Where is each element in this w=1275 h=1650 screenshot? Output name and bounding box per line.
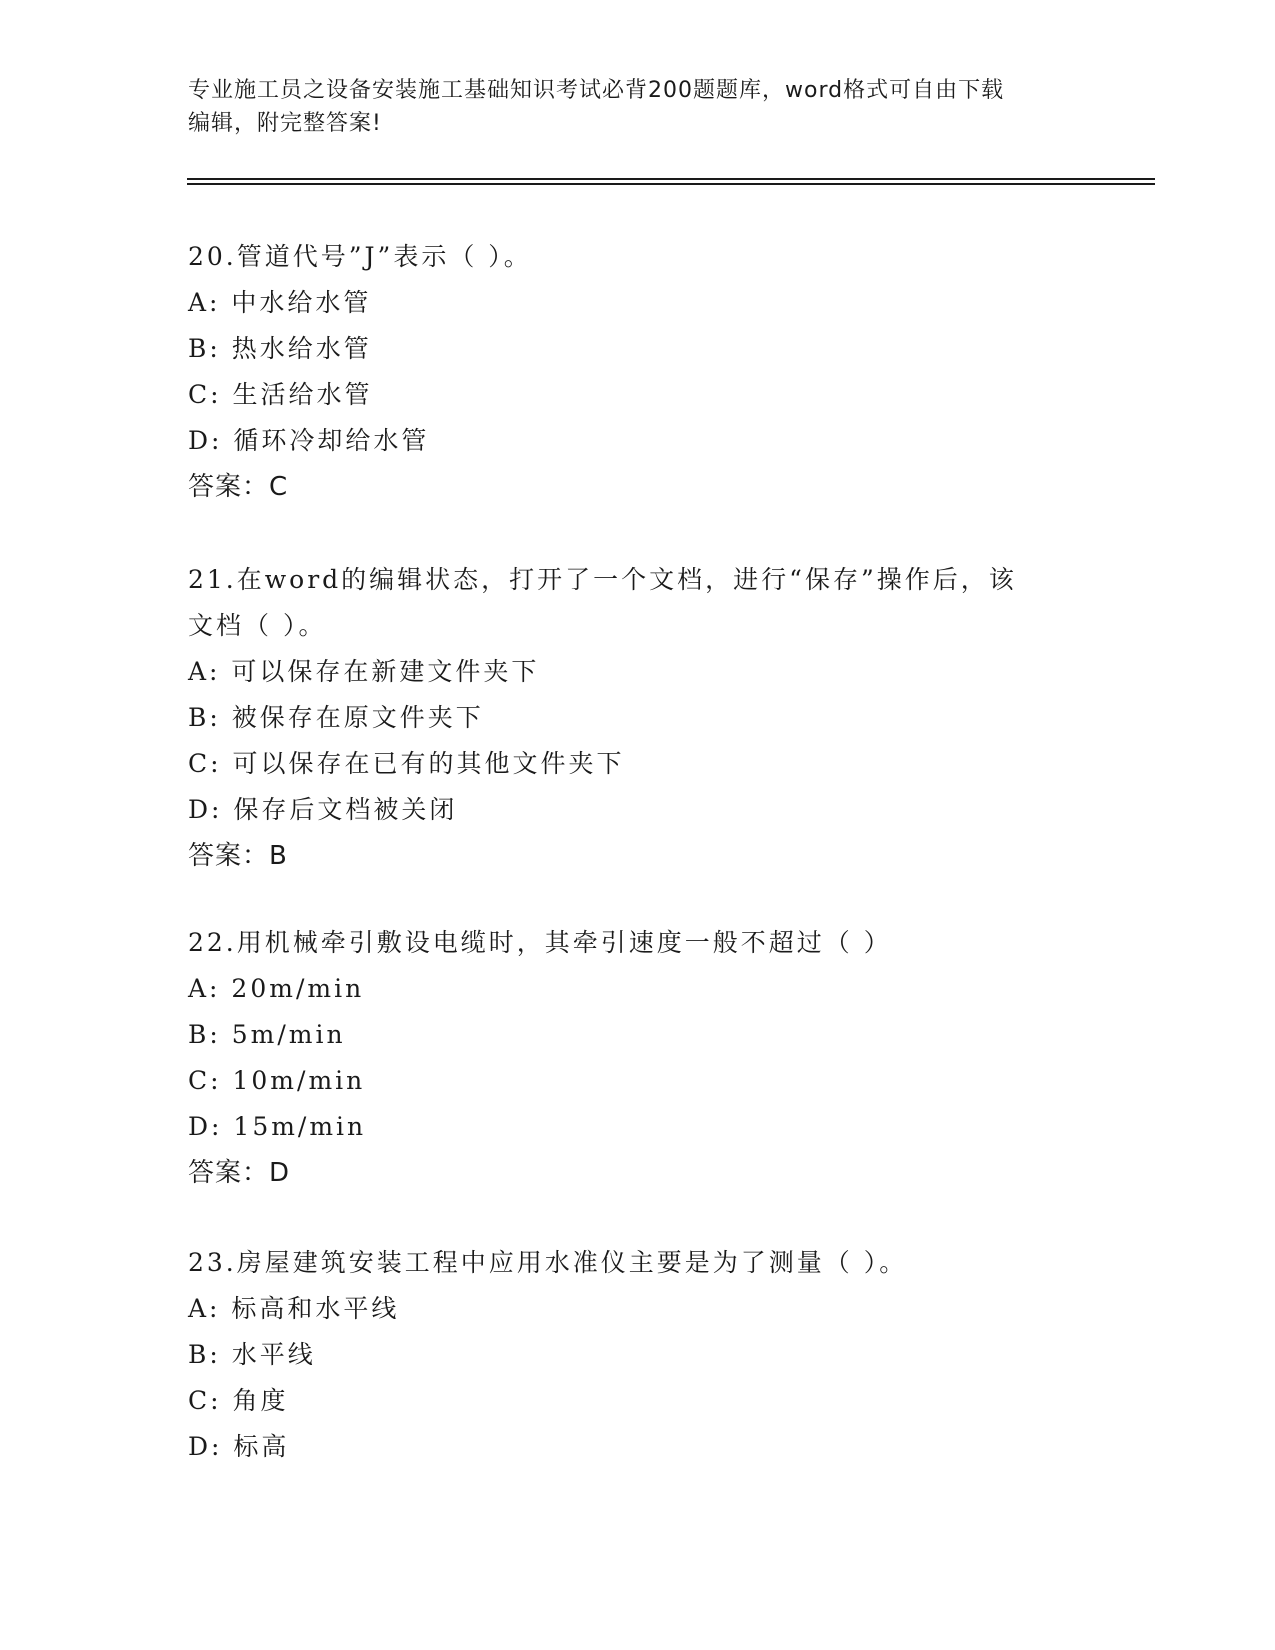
question-stem-continued: 文档（ ）。 xyxy=(188,611,327,640)
option-d: D: 标高 xyxy=(188,1432,290,1461)
option-a: A: 20m/min xyxy=(188,974,365,1003)
question-stem: 23.房屋建筑安装工程中应用水准仪主要是为了测量（ ）。 xyxy=(188,1248,908,1277)
option-c: C: 可以保存在已有的其他文件夹下 xyxy=(188,749,625,778)
option-b: B: 水平线 xyxy=(188,1340,316,1369)
document-header xyxy=(188,74,1088,140)
header-divider-top xyxy=(187,178,1155,180)
option-b: B: 5m/min xyxy=(188,1020,346,1049)
question-stem: 21.在word的编辑状态，打开了一个文档，进行“保存”操作后，该 xyxy=(188,565,1017,594)
option-b: B: 被保存在原文件夹下 xyxy=(188,703,484,732)
question-22 xyxy=(188,920,1068,1196)
option-a: A: 标高和水平线 xyxy=(188,1294,400,1323)
answer: 答案：D xyxy=(188,1158,291,1188)
option-a: A: 可以保存在新建文件夹下 xyxy=(188,657,540,686)
question-23 xyxy=(188,1240,1068,1470)
answer: 答案：C xyxy=(188,472,289,502)
option-b: B: 热水给水管 xyxy=(188,334,372,363)
option-d: D: 保存后文档被关闭 xyxy=(188,795,458,824)
question-21 xyxy=(188,557,1068,879)
option-a: A: 中水给水管 xyxy=(188,288,372,317)
option-d: D: 循环冷却给水管 xyxy=(188,426,430,455)
option-d: D: 15m/min xyxy=(188,1112,367,1141)
question-stem: 20.管道代号”J”表示（ ）。 xyxy=(188,242,532,271)
question-20 xyxy=(188,234,1068,510)
answer: 答案：B xyxy=(188,841,288,871)
header-line-2: 编辑，附完整答案! xyxy=(188,111,382,136)
option-c: C: 角度 xyxy=(188,1386,289,1415)
header-line-1: 专业施工员之设备安装施工基础知识考试必背200题题库，word格式可自由下载 xyxy=(188,78,1005,103)
header-divider-bottom xyxy=(187,183,1155,185)
option-c: C: 生活给水管 xyxy=(188,380,373,409)
option-c: C: 10m/min xyxy=(188,1066,366,1095)
question-stem: 22.用机械牵引敷设电缆时，其牵引速度一般不超过（ ） xyxy=(188,928,892,957)
